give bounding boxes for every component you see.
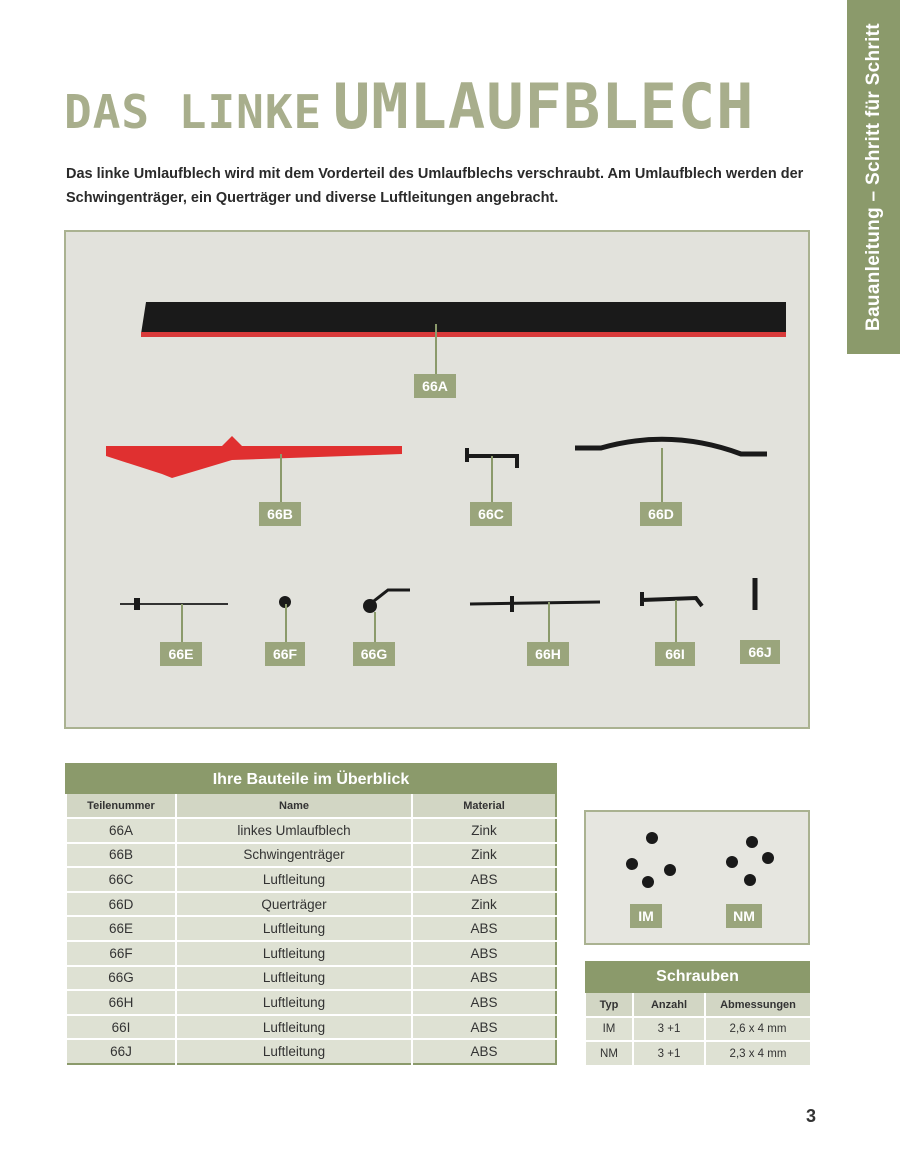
cell-number: 66H: [66, 990, 176, 1015]
cell-material: ABS: [412, 990, 556, 1015]
screws-image: [586, 812, 808, 943]
cell-material: Zink: [412, 818, 556, 843]
title-part-1: DAS LINKE: [64, 85, 323, 139]
cell-name: linkes Umlaufblech: [176, 818, 412, 843]
table-row: [66, 1039, 556, 1064]
label-66c: 66C: [470, 502, 512, 526]
cell-typ: IM: [585, 1017, 633, 1041]
part-66c-image: [461, 442, 531, 472]
table-row: [66, 941, 556, 966]
part-66g-image: [358, 586, 418, 616]
side-tab: [847, 0, 900, 354]
label-66h: 66H: [527, 642, 569, 666]
leader-66c: [491, 456, 493, 502]
table-row: [585, 1041, 810, 1065]
title-part-2: UMLAUFBLECH: [332, 70, 755, 143]
cell-number: 66D: [66, 892, 176, 917]
col-abmessungen: Abmessungen: [705, 993, 810, 1017]
table-row: [66, 916, 556, 941]
table-row: [66, 990, 556, 1015]
side-tab-label: Bauanleitung – Schritt für Schritt: [862, 23, 884, 331]
part-66d-image: [571, 432, 771, 467]
cell-name: Luftleitung: [176, 1039, 412, 1064]
cell-name: Luftleitung: [176, 916, 412, 941]
cell-number: 66B: [66, 843, 176, 868]
cell-material: ABS: [412, 1015, 556, 1040]
label-im: IM: [630, 904, 662, 928]
col-name: Name: [176, 794, 412, 818]
cell-material: Zink: [412, 843, 556, 868]
cell-material: ABS: [412, 867, 556, 892]
parts-photo: [64, 230, 810, 729]
leader-66e: [181, 604, 183, 642]
label-66d: 66D: [640, 502, 682, 526]
part-66b-image: [102, 432, 412, 482]
screws-photo: [584, 810, 810, 945]
label-66i: 66I: [655, 642, 695, 666]
leader-66a: [435, 324, 437, 376]
screws-table: [584, 961, 810, 1065]
cell-material: ABS: [412, 916, 556, 941]
part-66j-image: [748, 576, 762, 612]
leader-66f: [285, 604, 287, 642]
cell-name: Luftleitung: [176, 990, 412, 1015]
leader-66b: [280, 454, 282, 504]
cell-number: 66I: [66, 1015, 176, 1040]
cell-material: ABS: [412, 941, 556, 966]
intro-text: Das linke Umlaufblech wird mit dem Vorderteil des Umlaufblechs verschraubt. Am Umlaufblech werden der Schwingenträger, ein Querträger und diverse Luftleitungen angebracht.: [66, 166, 804, 206]
col-anzahl: Anzahl: [633, 993, 705, 1017]
cell-abmessungen: 2,3 x 4 mm: [705, 1041, 810, 1065]
cell-name: Schwingenträger: [176, 843, 412, 868]
cell-number: 66C: [66, 867, 176, 892]
leader-66g: [374, 612, 376, 642]
table-row: [66, 892, 556, 917]
part-66e-image: [118, 594, 233, 614]
cell-number: 66E: [66, 916, 176, 941]
table-row: [66, 966, 556, 991]
part-66a-image: [136, 296, 796, 342]
part-66i-image: [638, 588, 710, 612]
cell-number: 66F: [66, 941, 176, 966]
col-teilenummer: Teilenummer: [66, 794, 176, 818]
cell-name: Luftleitung: [176, 941, 412, 966]
parts-table: [65, 763, 557, 1065]
cell-typ: NM: [585, 1041, 633, 1065]
cell-name: Luftleitung: [176, 1015, 412, 1040]
label-66e: 66E: [160, 642, 202, 666]
label-66g: 66G: [353, 642, 395, 666]
screws-table-title: Schrauben: [656, 968, 739, 985]
label-nm: NM: [726, 904, 762, 928]
table-row: [66, 818, 556, 843]
leader-66d: [661, 448, 663, 502]
cell-anzahl: 3 +1: [633, 1017, 705, 1041]
table-row: [66, 843, 556, 868]
cell-number: 66A: [66, 818, 176, 843]
parts-table-title: Ihre Bauteile im Überblick: [212, 770, 410, 788]
cell-name: Luftleitung: [176, 867, 412, 892]
cell-material: ABS: [412, 966, 556, 991]
cell-anzahl: 3 +1: [633, 1041, 705, 1065]
cell-material: Zink: [412, 892, 556, 917]
leader-66i: [675, 600, 677, 642]
col-material: Material: [412, 794, 556, 818]
col-typ: Typ: [585, 993, 633, 1017]
label-66j: 66J: [740, 640, 780, 664]
part-66h-image: [466, 594, 606, 614]
table-row: [66, 867, 556, 892]
label-66b: 66B: [259, 502, 301, 526]
page-number: 3: [806, 1106, 817, 1126]
cell-number: 66J: [66, 1039, 176, 1064]
cell-name: Querträger: [176, 892, 412, 917]
cell-number: 66G: [66, 966, 176, 991]
cell-name: Luftleitung: [176, 966, 412, 991]
page-title: [64, 70, 755, 143]
label-66f: 66F: [265, 642, 305, 666]
table-row: [585, 1017, 810, 1041]
cell-abmessungen: 2,6 x 4 mm: [705, 1017, 810, 1041]
label-66a: 66A: [414, 374, 456, 398]
leader-66h: [548, 602, 550, 642]
table-row: [66, 1015, 556, 1040]
cell-material: ABS: [412, 1039, 556, 1064]
